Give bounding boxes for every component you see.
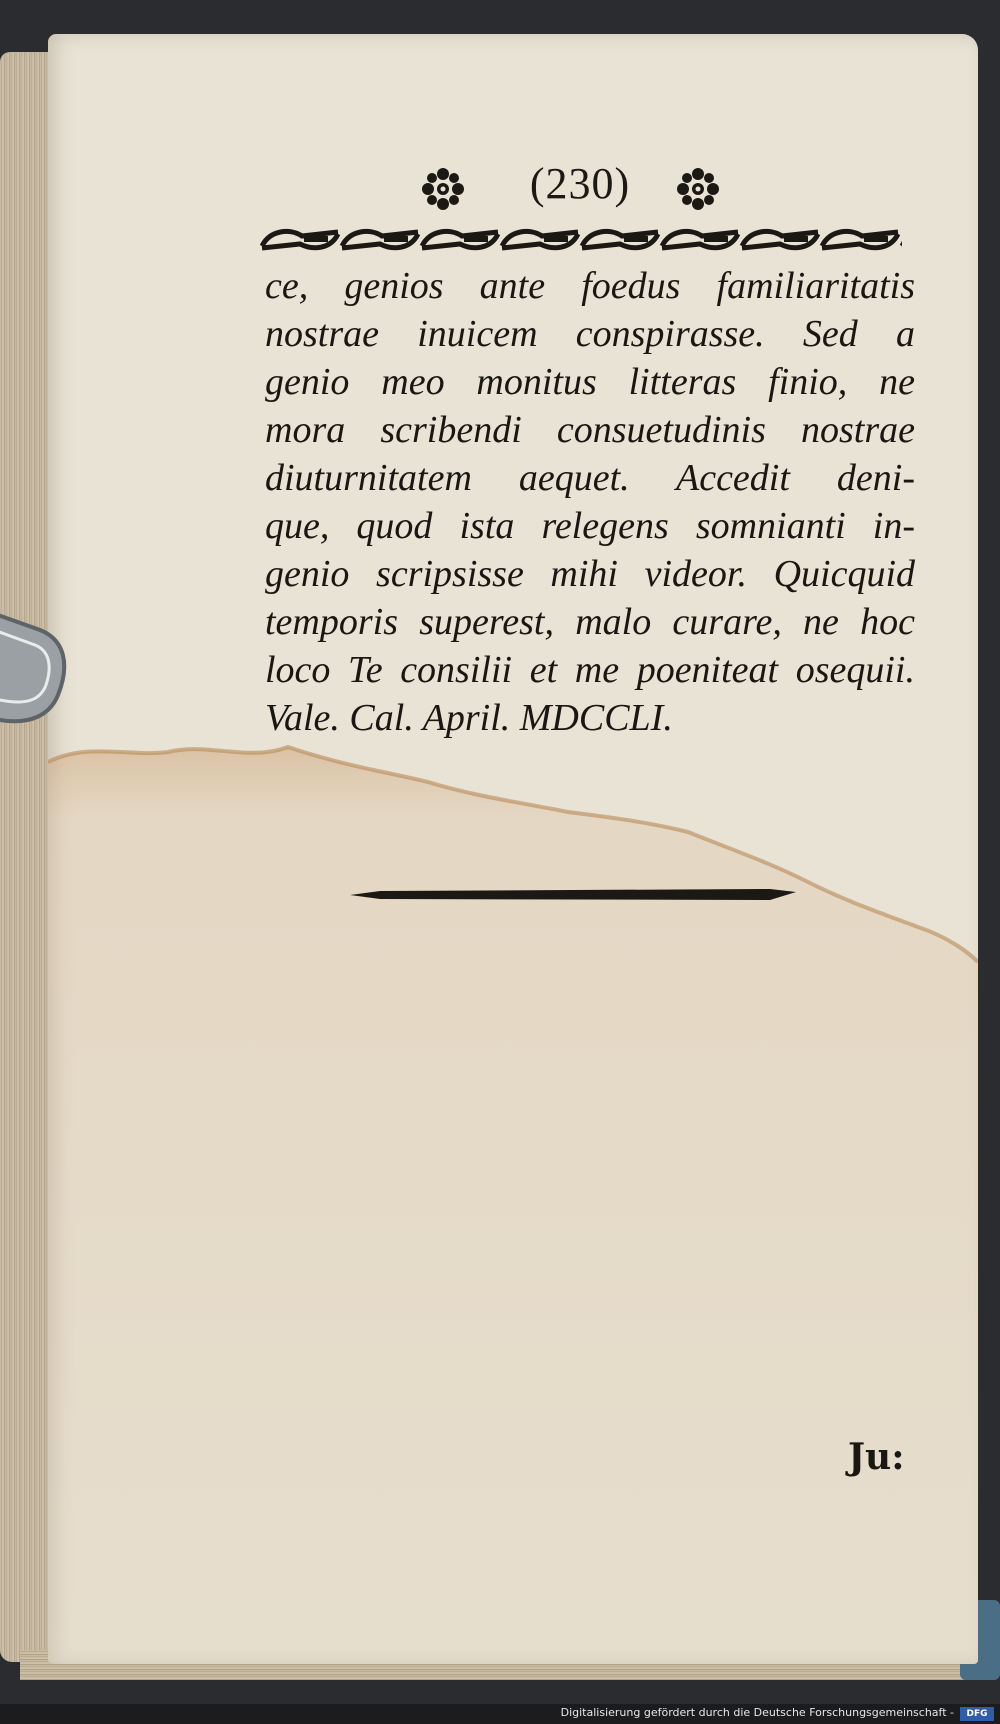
rule-ornament-icon — [350, 888, 796, 902]
page-header — [420, 158, 740, 218]
paper-clip-icon — [0, 585, 88, 735]
footer-credit: Digitalisierung gefördert durch die Deutsche Forschungsgemeinschaft - — [560, 1706, 954, 1719]
text-line: temporis superest, malo curare, ne hoc — [265, 601, 915, 643]
water-stain — [48, 742, 978, 1662]
rosette-icon — [420, 166, 466, 212]
text-line: ce, genios ante foedus familiaritatis — [265, 265, 915, 307]
text-line: diuturnitatem aequet. Accedit deni- — [265, 457, 915, 499]
body-text — [265, 262, 915, 742]
dfg-logo: DFG — [960, 1707, 994, 1721]
text-line: Vale. Cal. April. MDCCLI. — [265, 697, 673, 739]
digitization-footer — [0, 1704, 1000, 1724]
chain-ornament-icon — [260, 222, 902, 256]
catchword: Ju: — [848, 1436, 905, 1478]
text-line: genio meo monitus litteras finio, ne — [265, 361, 915, 403]
page-number: (230) — [529, 159, 631, 208]
text-line: que, quod ista relegens somnianti in- — [265, 505, 915, 547]
rosette-icon — [675, 166, 721, 212]
text-line: loco Te consilii et me poeniteat osequii. — [265, 649, 915, 691]
text-line: mora scribendi consuetudinis nostrae — [265, 409, 915, 451]
text-line: genio scripsisse mihi videor. Quicquid — [265, 553, 915, 595]
text-line: nostrae inuicem conspirasse. Sed a — [265, 313, 915, 355]
